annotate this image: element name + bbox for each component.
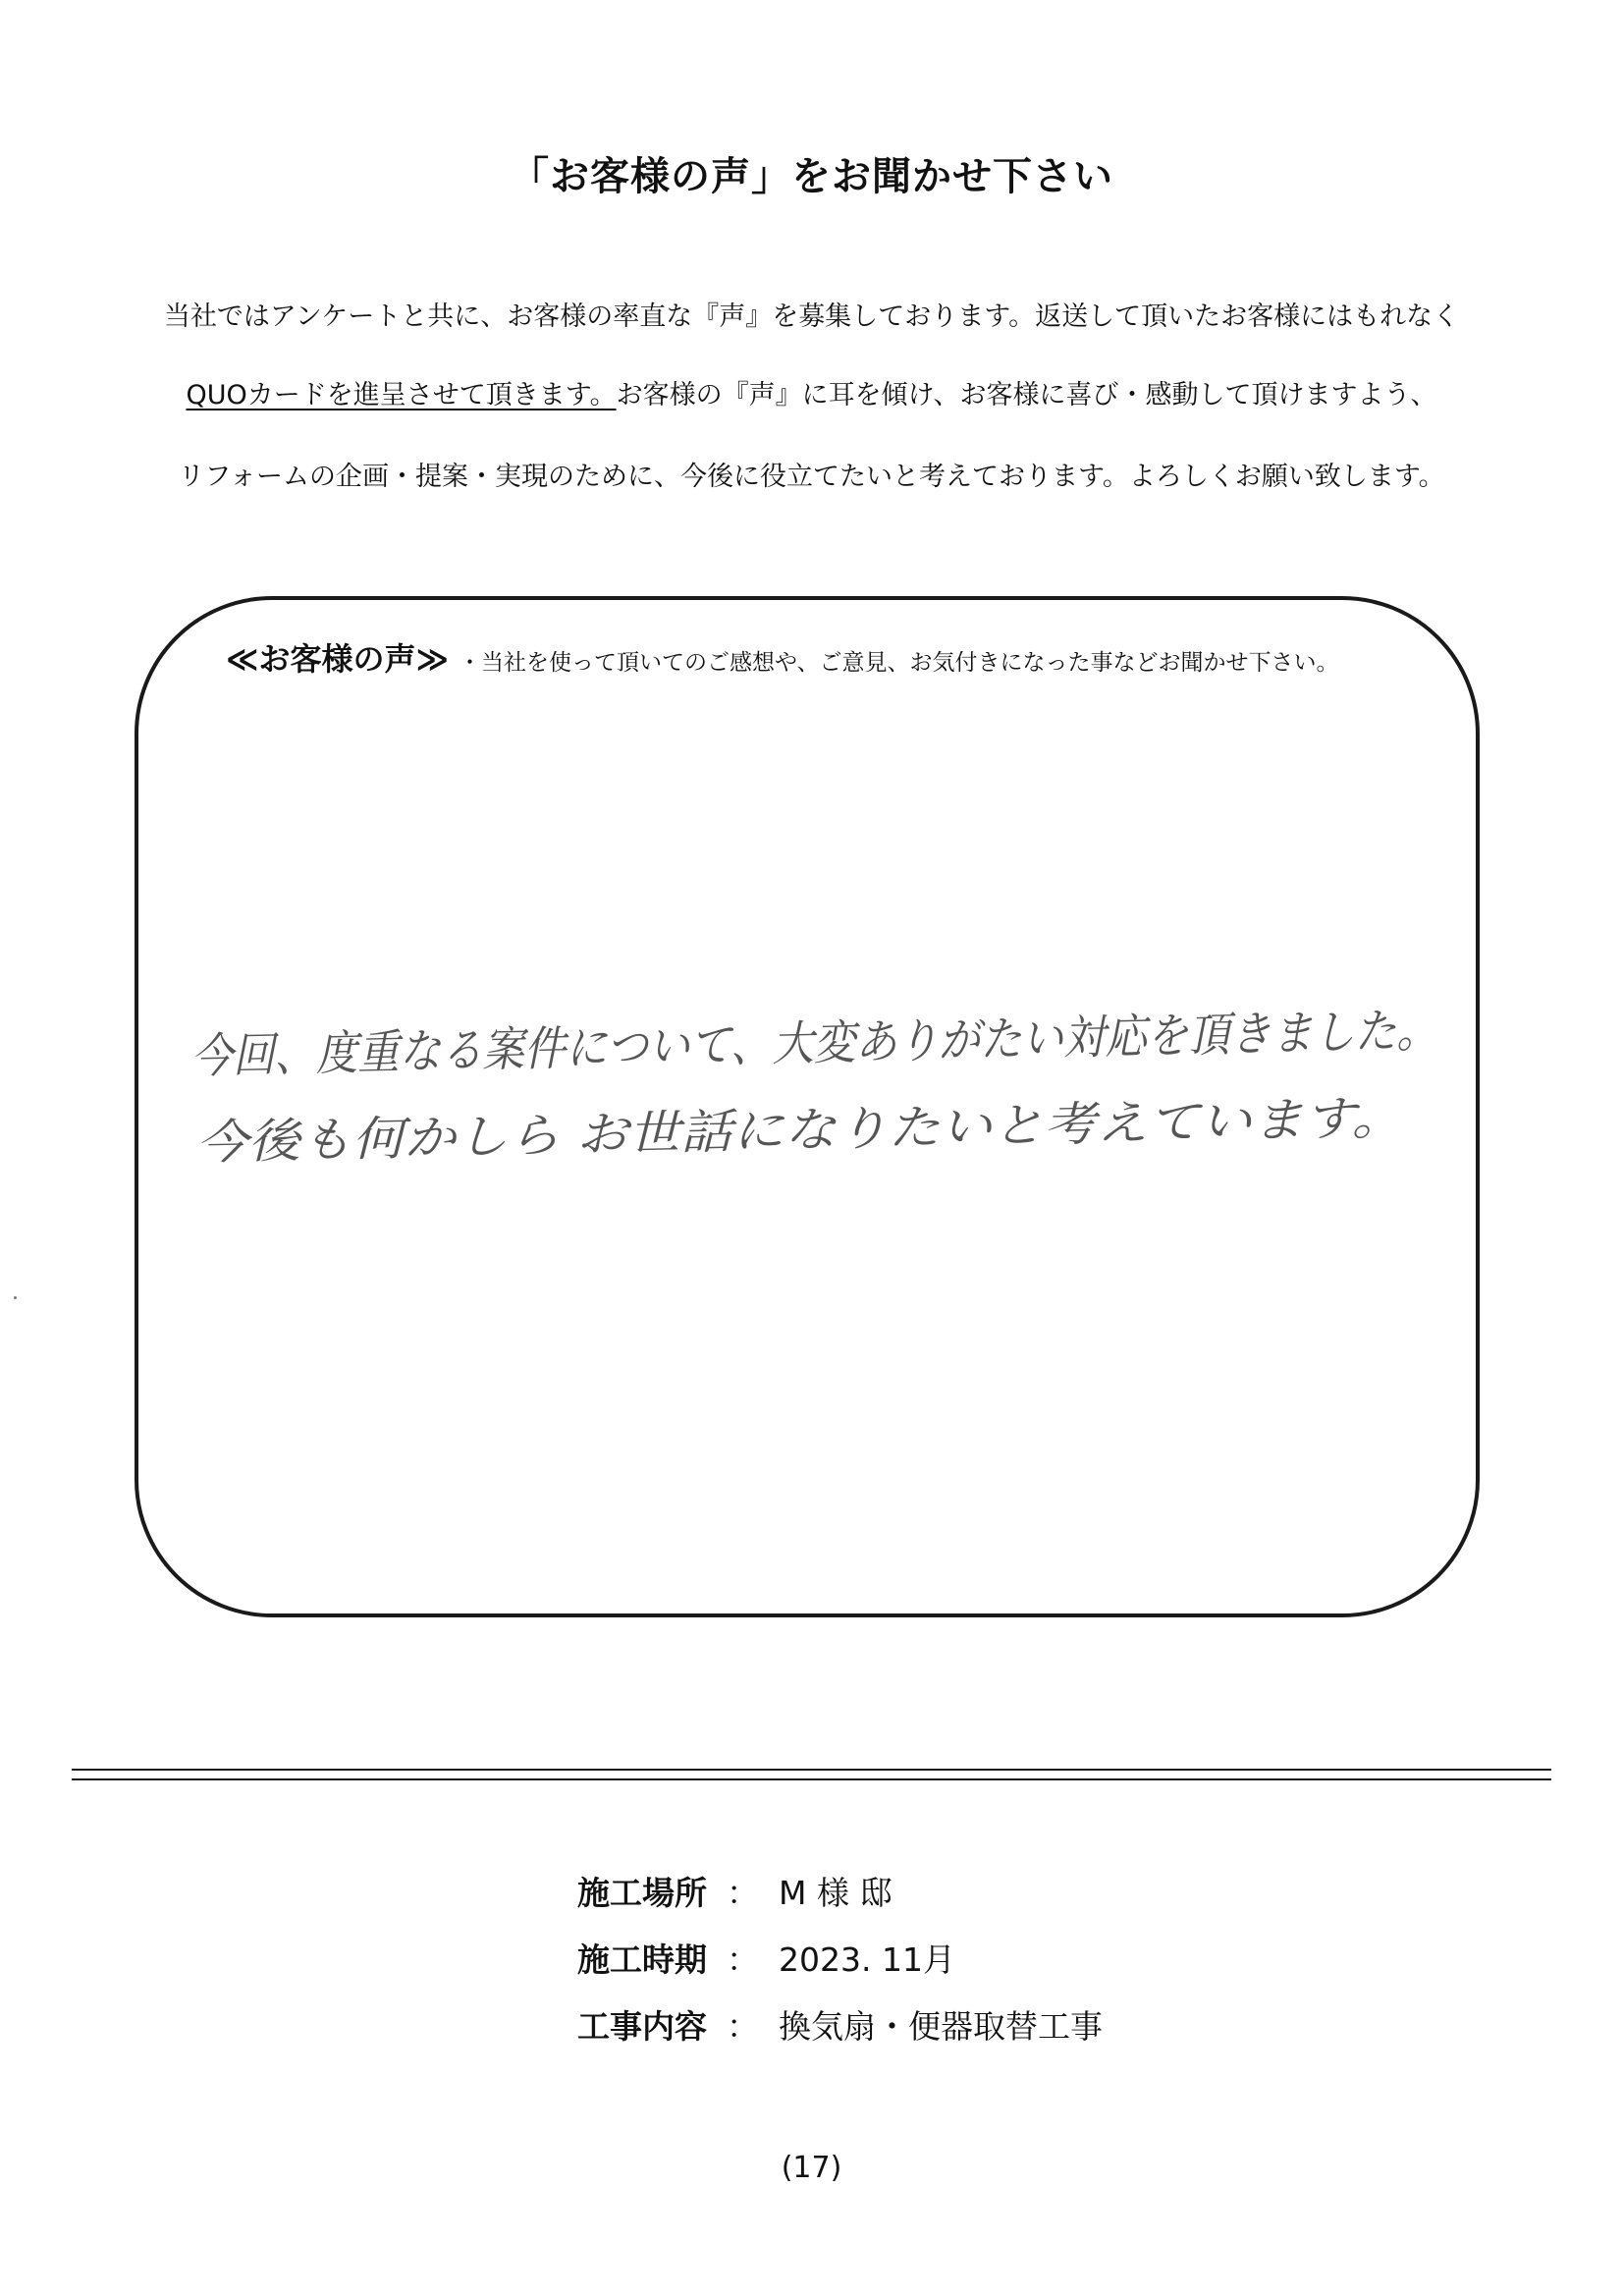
voice-header [226, 634, 1339, 680]
location-separator: ： [727, 1874, 759, 1912]
location-row [577, 1868, 892, 1914]
period-separator: ： [727, 1941, 759, 1979]
work-row [577, 2001, 1103, 2048]
intro-line-2-rest: お客様の『声』に耳を傾け、お客様に喜び・感動して頂けますよう、 [616, 380, 1437, 410]
location-value: M 様 邸 [779, 1874, 893, 1912]
intro-line-2 [0, 373, 1623, 411]
period-value: 2023. 11月 [779, 1941, 955, 1979]
period-label: 施工時期 [577, 1941, 707, 1979]
divider-line-top [72, 1769, 1551, 1771]
customer-voice-box [135, 596, 1604, 1617]
intro-line-3: リフォームの企画・提案・実現のために、今後に役立てたいと考えております。よろしくお願い致します。 [178, 462, 1445, 492]
work-label: 工事内容 [577, 2007, 707, 2046]
quo-card-notice: QUOカードを進呈させて頂きます。 [186, 380, 617, 410]
work-separator: ： [727, 2007, 759, 2046]
divider-line-bottom [72, 1778, 1551, 1780]
period-row [577, 1935, 955, 1981]
handwritten-line-2: 今後も何かしら お世話になりたいと考えています。 [195, 1092, 1292, 1171]
voice-prompt: ・当社を使って頂いてのご感想や、ご意見、お気付きになった事などお聞かせ下さい。 [459, 650, 1339, 676]
handwritten-line-1: 今回、度重なる案件について、大変ありがたい対応を頂きました。 [190, 999, 1604, 1084]
scan-speck [14, 1296, 17, 1299]
work-value: 換気扇・便器取替工事 [779, 2007, 1103, 2046]
page-title: 「お客様の声」をお聞かせ下さい [510, 154, 1113, 199]
intro-line-1: 当社ではアンケートと共に、お客様の率直な『声』を募集しております。返送して頂いたお客様にはもれなく [163, 301, 1460, 332]
page-number: (17) [781, 2151, 842, 2185]
location-label: 施工場所 [577, 1874, 707, 1912]
voice-label: ≪お客様の声≫ [226, 640, 450, 678]
